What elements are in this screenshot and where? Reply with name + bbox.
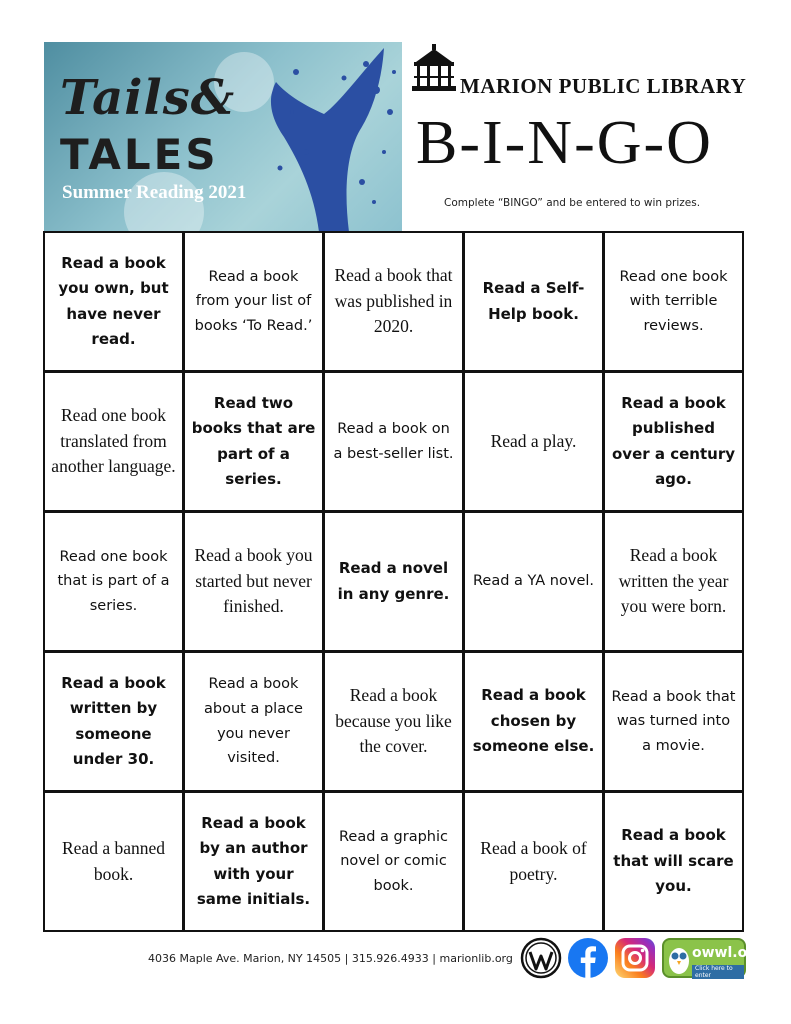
facebook-icon[interactable]: [566, 936, 610, 980]
bingo-cell: Read one book translated from another language.: [43, 371, 184, 512]
bingo-cell: Read a novel in any genre.: [323, 511, 464, 652]
gazebo-logo-icon: [412, 44, 456, 92]
bingo-cell: Read a book published over a century ago.: [603, 371, 744, 512]
banner-subtitle: Summer Reading 2021: [62, 182, 247, 203]
bingo-cell: Read a book written the year you were born.: [603, 511, 744, 652]
bingo-cell: Read a book because you like the cover.: [323, 651, 464, 792]
bingo-cell: Read a Self-Help book.: [463, 231, 604, 372]
bingo-cell: Read one book that is part of a series.: [43, 511, 184, 652]
bingo-cell: Read a book you own, but have never read.: [43, 231, 184, 372]
bingo-cell: Read two books that are part of a series.: [183, 371, 324, 512]
bingo-cell: Read a book chosen by someone else.: [463, 651, 604, 792]
bingo-cell: Read a book on a best-seller list.: [323, 371, 464, 512]
library-name: MARION PUBLIC LIBRARY: [460, 74, 747, 98]
summer-reading-banner: [44, 42, 402, 232]
bingo-cell: Read one book with terrible reviews.: [603, 231, 744, 372]
bingo-cell: Read a banned book.: [43, 791, 184, 932]
instructions-text: Complete “BINGO” and be entered to win prizes.: [444, 197, 701, 209]
bingo-cell: Read a book from your list of books ‘To Read.’: [183, 231, 324, 372]
footer-contact: 4036 Maple Ave. Marion, NY 14505 | 315.926.4933 | marionlib.org: [148, 952, 513, 965]
bingo-cell: Read a YA novel.: [463, 511, 604, 652]
bingo-grid: [44, 232, 744, 932]
owwl-sub-label: Click here to enter: [692, 965, 744, 979]
bingo-cell: Read a play.: [463, 371, 604, 512]
bingo-cell: Read a graphic novel or comic book.: [323, 791, 464, 932]
owl-icon: [666, 941, 692, 977]
bingo-cell: Read a book by an author with your same initials.: [183, 791, 324, 932]
bingo-cell: Read a book of poetry.: [463, 791, 604, 932]
bingo-cell: Read a book you started but never finished.: [183, 511, 324, 652]
bingo-cell: Read a book about a place you never visited.: [183, 651, 324, 792]
bingo-cell: Read a book written by someone under 30.: [43, 651, 184, 792]
bingo-cell: Read a book that was published in 2020.: [323, 231, 464, 372]
banner-title-tails: Tails&: [60, 70, 236, 126]
bingo-cell: Read a book that was turned into a movie.: [603, 651, 744, 792]
banner-title-tales: TALES: [60, 130, 219, 179]
library-header: [412, 44, 752, 98]
wordpress-icon[interactable]: [519, 936, 563, 980]
instagram-icon[interactable]: [613, 936, 657, 980]
bingo-title: B-I-N-G-O: [416, 109, 713, 177]
owwl-link-button[interactable]: [662, 938, 765, 979]
bingo-cell: Read a book that will scare you.: [603, 791, 744, 932]
owwl-label: owwl.org: [692, 945, 765, 961]
